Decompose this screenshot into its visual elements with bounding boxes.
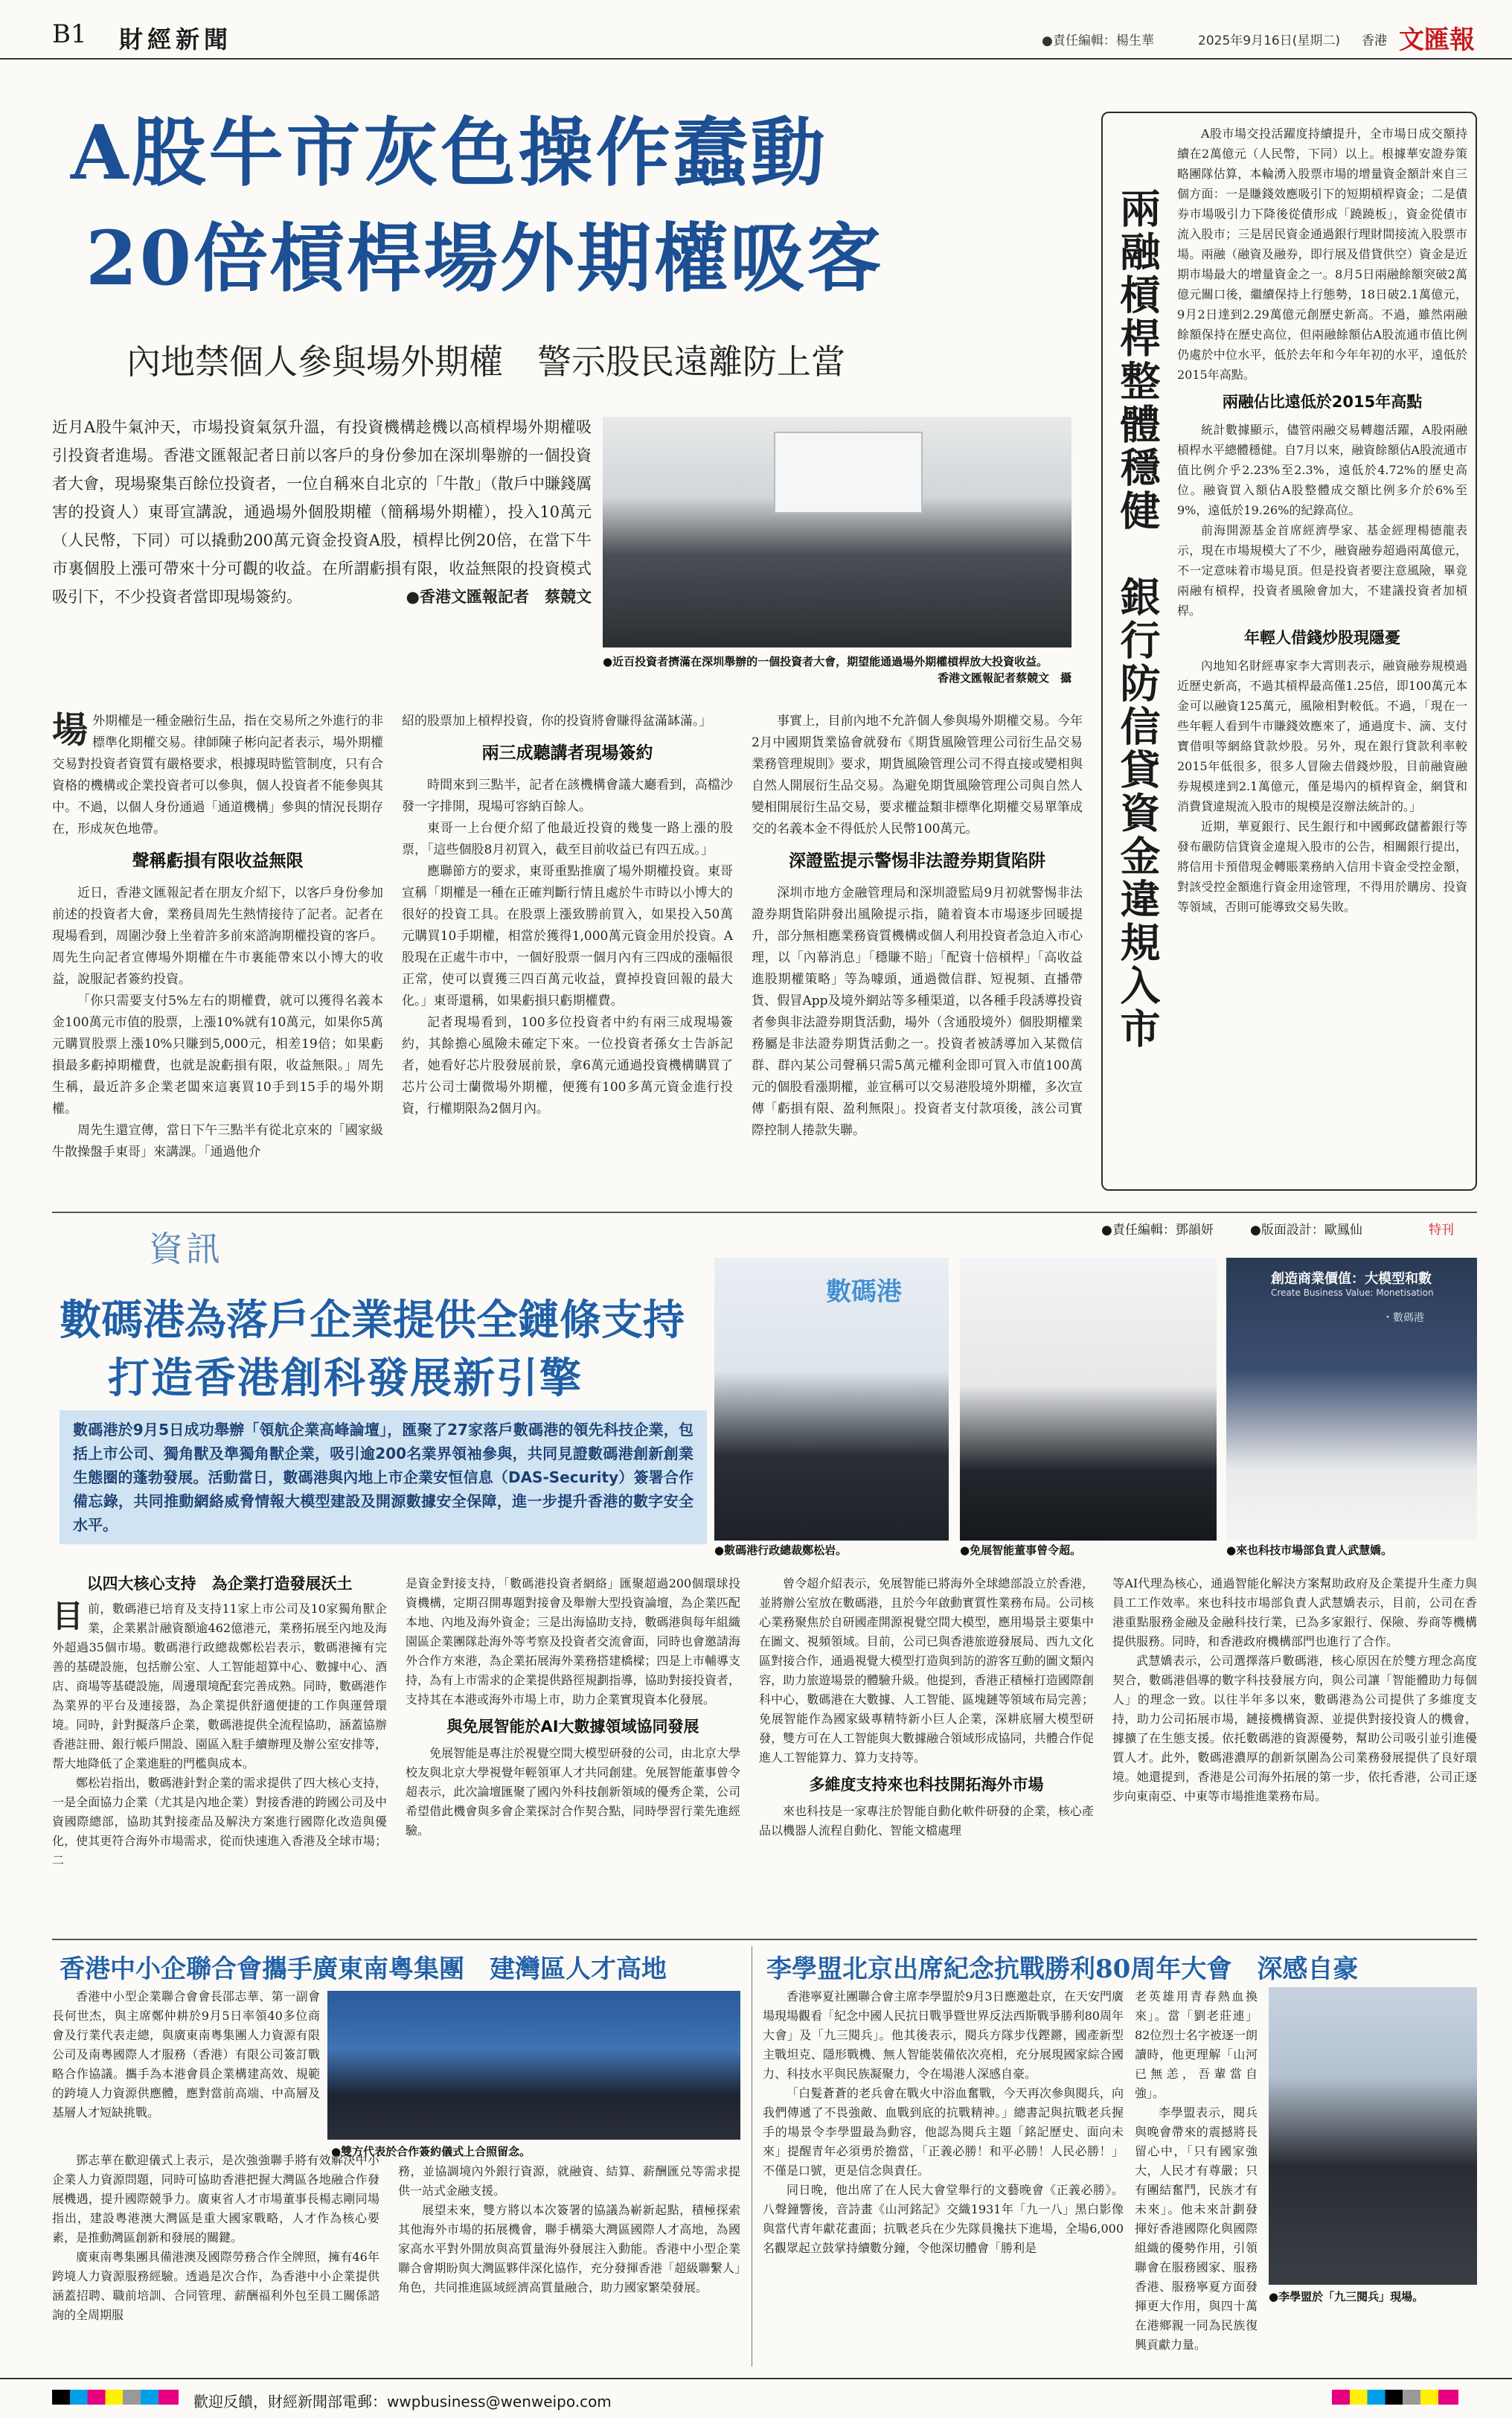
info-label: 特刊 xyxy=(1429,1223,1454,1238)
lead-photo-caption: ●近百投資者擠滿在深圳舉辦的一個投資者大會，期望能通過場外期權槓桿放大投資收益。 香港文匯報記者蔡競文 攝 xyxy=(603,655,1071,685)
lead-byline: ●香港文匯報記者 蔡競文 xyxy=(406,588,592,606)
projection-screen xyxy=(774,432,923,514)
subhead-regulator-warning: 深證監提示警惕非法證券期貨陷阱 xyxy=(789,851,1045,871)
masthead xyxy=(0,0,1512,60)
laiye-sign-1: 創造商業價值：大模型和數 xyxy=(1271,1271,1432,1287)
cyberport-subhead-1: 以四大核心支持 為企業打造發展沃土 xyxy=(86,1575,353,1593)
color-bar xyxy=(52,2390,179,2405)
paper-region: 香港 xyxy=(1362,33,1387,48)
sidebar-box xyxy=(1101,112,1477,1191)
lead-intro: 近月A股牛氣沖天，市場投資氣氛升溫，有投資機構趁機以高槓桿場外期權吸引投資者進場。香港文匯報記者日前以客戶的身份參加在深圳舉辦的一個投資者大會，現場聚集百餘位投資者，一位自稱來自北京的「牛散」（散戶中賺錢厲害的投資人）東哥宣講說，通過場外個股期權（簡稱場外期權），投入10萬元（人民幣，下同）可以撬動200萬元資金投資A股，槓桿比例20倍，在當下牛市裏個股上漲可帶來十分可觀的收益。在所謂虧損有限，收益無限的投資模式吸引下，不少投資者當即現場簽約。 ●香港文匯報記者 蔡競文 xyxy=(52,413,592,611)
lead-column-1: 場 外期權是一種金融衍生品，指在交易所之外進行的非標準化期權交易。律師陳子彬向記者表示，場外期權交易對投資者資質有嚴格要求，根據現時監管制度，只有合資格的機構或企業投資者可以參與，個人投資者不能參與其中。不過，以個人身份通過「通道機構」參與的情況長期存在，形成灰色地帶。 聲稱虧損有限收益無限 近日，香港文匯報記者在朋友介紹下，以客戶身份參加前述的投資者大會，業務員周先生熱情接待了記者。記者在現場看到，周圍沙發上坐着許多前來諮詢期權投資的客戶。周先生向記者宣傳場外期權在牛市裏能帶來以小博大的收益，說服記者簽約投資。 「你只需要支付5%左右的期權費，就可以獲得名義本金100萬元市值的股票，上漲10%就有10萬元，如果你5萬元購買股票上漲10%只賺到5,000元，相差19倍；如果虧損最多虧掉期權費，也就是說虧損有限，收益無限。」周先生稱，最近許多企業老闆來這裏買10手到15手的場外期權。 周先生還宣傳，當日下午三點半有從北京來的「國家級牛散操盤手東哥」來講課。「通過他介 xyxy=(52,709,384,1160)
info-editor: ●責任編輯：鄧韻妍 xyxy=(1101,1223,1214,1238)
sme-headline: 香港中小企聯合會攜手廣東南粵集團 建灣區人才高地 xyxy=(60,1954,667,1984)
subhead-signing: 兩三成聽講者現場簽約 xyxy=(481,743,653,763)
caption-laiye-manager: ●來也科技市場部負責人武慧嬌。 xyxy=(1226,1544,1393,1557)
lee-text-side: 老英雄用青春熱血換來」。當「劉老莊連」82位烈士名字被逐一朗讀時，他更理解「山河已無恙，吾輩當自強」。 李學盟表示，閱兵與晚會帶來的震撼將長留心中，「只有國家強大，人民才有尊嚴；只有團結奮鬥，民族才有未來」。他未來計劃發揮好香港國際化與國際組織的優勢作用，引領聯會在服務國家、服務香港、服務寧夏方面發揮更大作用，與四十萬在港鄉親一同為民族復興貢獻力量。 xyxy=(1135,1989,1258,2352)
section-name: 財經新聞 xyxy=(119,25,233,54)
sme-text-bottom-left: 鄧志華在歡迎儀式上表示，是次強強聯手將有效解決中小企業人力資源問題，同時可協助香港把握大灣區各地融合作發展機遇，提升國際競爭力。廣東省人才市場董事長楊志剛同場指出，建設粵港澳大灣區是重大國家戰略，人才作為核心要素，是推動灣區創新和發展的關鍵。 廣東南粵集團具備港澳及國際勞務合作全牌照，擁有46年跨境人力資源服務經驗。透過是次合作，為香港中小企業提供涵蓋招聘、職前培訓、合同管理、薪酬福利外包至員工關係諮詢的全周期服 xyxy=(52,2153,379,2322)
cyberport-sign: 數碼港 xyxy=(826,1277,902,1307)
laiye-sign-2: Create Business Value: Monetisation xyxy=(1271,1288,1434,1298)
info-header-rule xyxy=(52,1212,1477,1213)
cyberport-headline-1: 數碼港為落戶企業提供全鏈條支持 xyxy=(60,1296,685,1345)
lee-text-main: 香港寧夏社團聯合會主席李學盟於9月3日應邀赴京，在天安門廣場現場觀看「紀念中國人民抗日戰爭暨世界反法西斯戰爭勝利80周年大會」及「九三閱兵」。他其後表示，閱兵方隊步伐鏗鏘，國產新型主戰坦克、隱形戰機、無人智能裝備依次亮相，充分展現國家綜合國力、科技水平與民族凝聚力，令在場港人深感自豪。 「白髮蒼蒼的老兵會在戰火中浴血奮戰，今天再次參與閱兵，向我們傳遞了不畏強敵、血戰到底的抗戰精神。」總書記與抗戰老兵握手的場景令李學盟最為動容，他認為閱兵主題「銘記歷史、面向未來」提醒青年必須勇於擔當，「正義必勝！和平必勝！人民必勝！」不僅是口號，更是信念與責任。 同日晚，他出席了在人民大會堂舉行的文藝晚會《正義必勝》。八聲鐘響後，音詩畫《山河銘記》交織1931年「九一八」黑白影像與當代青年獻花畫面；抗戰老兵在少先隊員攙扶下進場，全場6,000名觀眾起立鼓掌持續數分鐘，令他深切體會「勝利是 xyxy=(763,1989,1124,2255)
photo-cyberport-ceo xyxy=(714,1258,949,1541)
caption-tuzhan-director: ●免展智能董事曾令超。 xyxy=(960,1544,1082,1557)
footer-feedback: 歡迎反饋，財經新聞部電郵：wwpbusiness@wenweipo.com xyxy=(193,2393,612,2411)
cyberport-summary: 數碼港於9月5日成功舉辦「領航企業高峰論壇」，匯聚了27家落戶數碼港的領先科技企業，包括上市公司、獨角獸及準獨角獸企業，吸引逾200名業界領袖參與，共同見證數碼港創新創業生態圈的蓬勃發展。活動當日，數碼港與內地上市企業安恒信息（DAS-Security）簽署合作備忘錄，共同推動網絡威脅情報大模型建設及開源數據安全保障，進一步提升香港的數字安全水平。 xyxy=(60,1410,707,1544)
info-section-title: 資訊 xyxy=(149,1229,223,1269)
lee-photo-caption: ●李學盟於「九三閱兵」現場。 xyxy=(1269,2290,1424,2303)
sme-group-photo xyxy=(327,1991,740,2140)
lead-column-2: 紹的股票加上槓桿投資，你的投資將會賺得盆滿缽滿。」 兩三成聽講者現場簽約 時間來到三點半，記者在該機構會議大廳看到，高檔沙發一字排開，現場可容納百餘人。 東哥一上台便介紹了他最近投資的幾隻一路上漲的股票，「這些個股8月初買入，截至目前收益已有四五成。」 應聯節方的要求，東哥重點推廣了場外期權投資。東哥宣稱「期權是一種在正確判斷行情且處於牛市時以小博大的很好的投資工具。在股票上漲致勝前買入，如果投入50萬元購買10手期權，相當於獲得1,000萬元資金用於投資。A股現在正處牛市中，一個好股票一個月內有三四成的漲幅很正常，使可以賣獲三四百萬元收益，賣掉投資回報的最大化。」東哥還稱，如果虧損只虧期權費。 記者現場看到，100多位投資者中約有兩三成現場簽約，其餘擔心風險未確定下來。一位投資者孫女士告訴記者，她看好芯片股發展前景，拿6萬元通過投資機構購買了芯片公司士蘭微場外期權，便獲有100多萬元資金進行投資，行權期限為2個月內。 xyxy=(402,714,733,1116)
cyberport-subhead-3: 多維度支持來也科技開拓海外市場 xyxy=(809,1776,1044,1794)
caption-cyberport-ceo: ●數碼港行政總裁鄭松岩。 xyxy=(714,1544,848,1557)
paper-logo: 文匯報 xyxy=(1399,25,1475,55)
page-editor: ●責任編輯：楊生華 xyxy=(1042,33,1154,48)
laiye-sign-3: ・數碼港 xyxy=(1383,1312,1424,1324)
sidebar-subhead-1: 兩融佔比遠低於2015年高點 xyxy=(1222,393,1423,411)
sme-text-top: 香港中小型企業聯合會會長邵志華、第一副會長何世杰，與主席鄭仲耕於9月5日率領40多位商會及行業代表走總，與廣東南粵集團人力資源有限公司及南粵國際人才服務（香港）有限公司簽訂戰略合作協議。攜手為本港會員企業構建高效、規範的跨境人力資源供應體，應對當前高端、中高層及基層人才短缺挑戰。 xyxy=(52,1989,320,2120)
conference-photo xyxy=(603,417,1071,647)
photo-tuzhan-director xyxy=(960,1258,1217,1541)
drop-cap: 場 xyxy=(52,709,89,751)
bottom-divider xyxy=(52,1939,1477,1940)
lead-subhead: 內地禁個人參與場外期權 警示股民遠離防上當 xyxy=(126,342,845,382)
sme-photo-caption: ●雙方代表於合作簽約儀式上合照留念。 xyxy=(331,2145,531,2158)
lead-headline-2: 20倍槓桿場外期權吸客 xyxy=(86,214,884,302)
info-designer: ●版面設計：歐鳳仙 xyxy=(1250,1223,1362,1238)
page-number: B1 xyxy=(52,19,87,49)
photo-laiye-manager xyxy=(1226,1258,1477,1541)
sidebar-vertical-title: 兩融槓桿整體穩健 銀行防信貸資金違規入市 xyxy=(1114,188,1162,1051)
cyberport-column-4: 等AI代理為核心，通過智能化解決方案幫助政府及企業提升生產力與員工工作效率。來也科技市場部負責人武慧嬌表示，目前，公司在香港重點服務金融及金融科技行業，已為多家銀行、保險、券商等機構提供服務。同時，和香港政府機構部門也進行了合作。 武慧嬌表示，公司選擇落戶數碼港，核心原因在於雙方理念高度契合，數碼港倡導的數字科技發展方向，與公司讓「智能體助力每個人」的理念一致。以往半年多以來，數碼港為公司提供了多維度支持，助力公司拓展市場，鏈接機構資源、並提供對接投資人的機會，據擴了在生態支援。依托數碼港的資源優勢，幫助公司吸引並引進優質人才。此外，數碼港濃厚的創新氛圍為公司業務發展提供了良好環境。她還提到，香港是公司海外拓展的第一步，依托香港，公司正逐步向東南亞、中東等市場推進業務布局。 xyxy=(1112,1576,1477,1803)
cyberport-column-2: 是資金對接支持，「數碼港投資者網絡」匯聚超過200個環球投資機構，定期召開專題對接會及舉辦大型投資論壇，為企業匹配本地、內地及海外資金；三是出海協助支持，數碼港與每年組織園區企業團隊赴海外等考察及投資者交流會面，同時也會邀請海外合作方來港，為企業拓展海外業務搭建橋樑；四是上市輔導支持，為有上市需求的企業提供路徑規劃指導，協助對接投資者，支持其在本港或海外市場上市，助力企業實現資本化發展。 與免展智能於AI大數據領域協同發展 免展智能是專注於視覺空間大模型研發的公司，由北京大學校友與北京大學視覺年輕領軍人才共同創建。免展智能董事曾令超表示，此次論壇匯聚了國內外科技創新領域的優秀企業，公司希望借此機會與多會企業探討合作契合點，同時學習行業先進經驗。 xyxy=(406,1576,740,1838)
sme-text-bottom-right: 務，並協調境內外銀行資源，就融資、結算、薪酬匯兑等需求提供一站式金融支援。 展望未來，雙方將以本次簽署的協議為嶄新起點，積極探索其他海外市場的拓展機會，聯手構築大灣區國際人才高地，為國家高水平對外開放與高質量海外發展注入動能。香港中小型企業聯合會期盼與大灣區夥伴深化協作，充分發揮香港「超級聯繫人」角色，共同推進區域經濟高質量融合，助力國家繁榮發展。 xyxy=(398,2164,740,2294)
cyberport-drop-cap: 目 xyxy=(52,1598,84,1634)
color-bar-right xyxy=(1332,2390,1458,2405)
lee-headline: 李學盟北京出席紀念抗戰勝利80周年大會 深感自豪 xyxy=(766,1954,1359,1984)
lead-column-3: 事實上，目前內地不允許個人參與場外期權交易。今年2月中國期貨業協會就發布《期貨風險管理公司衍生品交易業務管理規則》要求，期貨風險管理公司不得直接或變相與自然人開展衍生品交易。為避免期貨風險管理公司與自然人變相開展衍生品交易，要求權益類非標準化期權交易單筆成交的名義本金不得低於人民幣100萬元。 深證監提示警惕非法證券期貨陷阱 深圳市地方金融管理局和深圳證監局9月初就警惕非法證券期貨陷阱發出風險提示指，隨着資本市場逐步回暖提升，部分無相應業務資質機構或個人利用投資者急迫入市心理，以「內幕消息」「穩賺不賠」「配資十倍槓桿」「高收益進股期權策略」等為噱頭，通過微信群、短視頻、直播帶貨、假冒App及境外網站等多種渠道，以各種手段誘導投資者參與非法證券期貨活動，場外（含通股境外）個股期權業務屬是非法證券期貨活動之一。投資者被誘導加入某微信群、群內某公司聲稱只需5萬元權利金即可買入市值100萬元的個股看漲期權，並宣稱可以交易港股境外期權，多次宣傳「虧損有限、盈利無限」。投資者支付款項後，該公司實際控制人捲款失聯。 xyxy=(752,714,1083,1138)
issue-date: 2025年9月16日(星期二) xyxy=(1198,33,1340,48)
sidebar-text: A股市場交投活躍度持續提升，全市場日成交額持續在2萬億元（人民幣，下同）以上。根據華安證券策略團隊估算，本輪湧入股票市場的增量資金額計來自三個方面：一是賺錢效應吸引下的短期槓桿資金；二是債券市場吸引力下降後從債形成「蹺蹺板」，資金從債市流入股市；三是居民資金通過銀行理財間接流入股票市場。兩融（融資及融券，即行展及借貸供空）資金是近期市場最大的增量資金之一。8月5日兩融餘額突破2萬億元關口後，繼續保持上行態勢，18日破2.1萬億元，9月2日達到2.29萬億元創歷史新高。不過，雖然兩融餘額保持在歷史高位，但兩融餘額佔A股流通市值比例仍處於中位水平，低於去年和今年年初的水平，遠低於2015年高點。 兩融佔比遠低於2015年高點 統計數據顯示，儘管兩融交易轉趨活躍，A股兩融槓桿水平總體穩健。自7月以來，融資餘額佔A股流通市值比例介乎2.23%至2.3%，遠低於4.72%的歷史高位。融資買入額佔A股整體成交額比例多介於6%至9%，遠低於19.26%的紀錄高位。 前海開源基金首席經濟學家、基金經理楊德龍表示，現在市場規模大了不少，融資融券超過兩萬億元，不一定意味着市場見頂。但是投資者要注意風險，畢竟兩融有槓桿，投資者風險會加大，不建議投資者加槓桿。 年輕人借錢炒股現隱憂 內地知名財經專家李大霄則表示，融資融券規模過近歷史新高，不過其槓桿最高僅1.25倍，即100萬元本金可以融資125萬元，風險相對較低。不過，「現在一些年輕人看到牛市賺錢效應來了，通過度卡、滴、支付寶借唄等網絡貸款炒股。另外，現在銀行貸款利率較2015年低很多，很多人冒險去借錢炒股，目前融資融券規模達到2.1萬億元，僅是場內的槓桿資金，網貸和消費貸違規流入股市的規模是沒辦法統計的。」 近期，華夏銀行、民生銀行和中國郵政儲蓄銀行等發布嚴防信貸資金違規入股市的公告，相關銀行提出，將信用卡預借現金轉賬業務納入信用卡資金受控金額，對該受控金額進行資金用途管理，不得用於購房、投資等領域，否則可能導致交易失敗。 xyxy=(1177,127,1467,914)
cyberport-subhead-2: 與免展智能於AI大數據領域協同發展 xyxy=(446,1718,699,1736)
sidebar-subhead-2: 年輕人借錢炒股現隱憂 xyxy=(1244,629,1400,647)
lee-photo xyxy=(1269,1987,1477,2285)
footer xyxy=(0,2378,1512,2418)
lead-headline-1: A股牛市灰色操作蠢動 xyxy=(71,109,828,196)
cyberport-column-1: 以四大核心支持 為企業打造發展沃土 目 前，數碼港已培育及支持11家上市公司及10家獨角獸企業，企業累計融資額逾462億港元，業務拓展至內地及海外超過35個市場。數碼港行政總裁鄭松岩表示，數碼港擁有完善的基礎設施，包括辦公室、人工智能超算中心、數據中心、酒店、商場等基礎設施，周邊環境配套完善成熟。同時，數碼港作為業界的平台及連接器，為企業提供舒適便捷的工作與運營環境。同時，針對擬落戶企業，數碼港提供全流程協助，涵蓋協辦香港註冊、銀行帳戶開設、園區入駐手續辦理及辦公室安排等，帮大地降低了企業進駐的門檻與成本。 鄭松岩指出，數碼港針對企業的需求提供了四大核心支持，一是全面協力企業（尤其是內地企業）對接香港的跨國公司及中資國際總部，協助其對接產品及解決方案進行國際化改造與優化，使其更符合海外市場需求，從而快速進入香港及全球市場；二 xyxy=(52,1575,387,1867)
cyberport-headline-2: 打造香港創科發展新引擎 xyxy=(108,1354,583,1403)
subhead-loss-limited: 聲稱虧損有限收益無限 xyxy=(132,851,304,871)
cyberport-column-3: 曾令超介紹表示，免展智能已將海外全球總部設立於香港，並將辦公室放在數碼港，且於今年啟動實質性業務布局。公司核心業務聚焦於自研國產開源視覺空間大模型，應用場景主要集中在圖文、視頻領域。目前，公司已與香港旅遊發展局、西九文化區對接合作，通過視覺大模型打造與到訪的游客互動的圖文類內容，助力旅遊場景的體驗升級。他提到，香港正積極打造國際創科中心，數碼港在大數據、人工智能、區塊鏈等領域布局完善；免展智能作為國家級專精特新小巨人企業，深耕底層大模型研發，雙方可在人工智能與大數據融合領域形成協同，共體合作促進人工智能算力、算力支持等。 多維度支持來也科技開拓海外市場 來也科技是一家專注於智能自動化軟件研發的企業，核心產品以機器人流程自動化、智能文檔處理 xyxy=(759,1576,1094,1838)
